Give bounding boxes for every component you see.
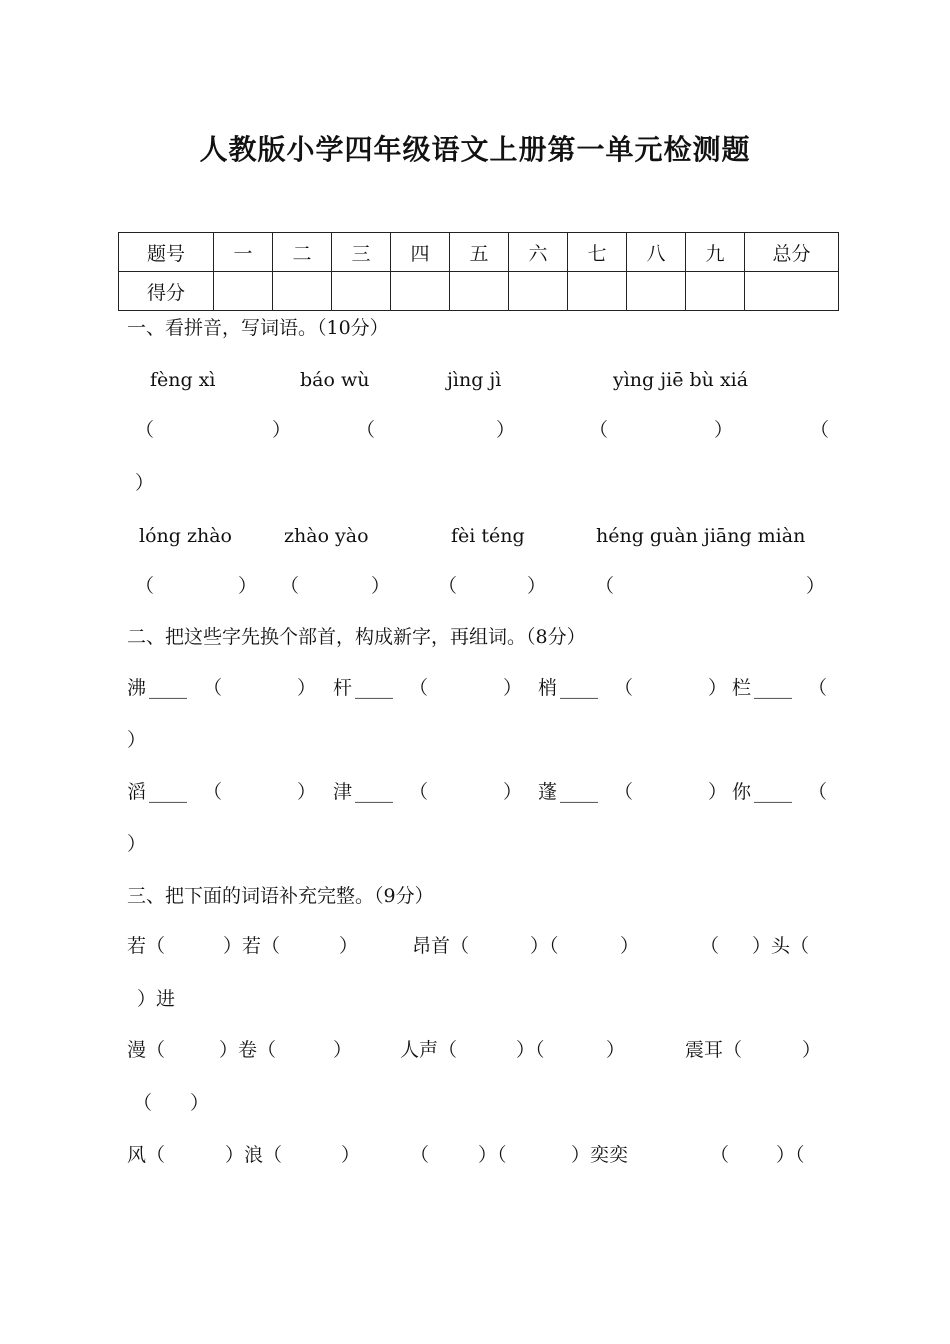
score-input-cell[interactable] bbox=[627, 272, 686, 311]
score-input-cell[interactable] bbox=[391, 272, 450, 311]
score-cell: 五 bbox=[450, 233, 509, 272]
score-input-cell[interactable] bbox=[450, 272, 509, 311]
score-input-cell[interactable] bbox=[568, 272, 627, 311]
answer-paren: ） bbox=[503, 781, 523, 803]
idiom-fragment: ） bbox=[802, 1039, 822, 1061]
answer-paren: ） bbox=[503, 677, 523, 699]
answer-paren: ） bbox=[708, 781, 728, 803]
answer-paren: （ bbox=[409, 677, 429, 699]
pinyin: jìng jì bbox=[447, 369, 502, 391]
answer-paren: ） bbox=[806, 575, 826, 597]
idiom-fragment: ）（ bbox=[478, 1144, 507, 1166]
answer-paren: （ bbox=[808, 677, 828, 699]
answer-paren: （ bbox=[438, 575, 458, 597]
answer-paren: ） bbox=[127, 729, 147, 751]
blank-line[interactable]: ____ bbox=[149, 781, 187, 803]
section1-heading: 一、看拼音，写词语。（10分） bbox=[127, 317, 389, 339]
pinyin: zhào yào bbox=[284, 525, 369, 547]
score-table-header-row bbox=[119, 233, 839, 272]
answer-paren: （ bbox=[203, 677, 223, 699]
idiom-fragment: ） bbox=[339, 935, 359, 957]
idiom-fragment: （ bbox=[410, 1144, 430, 1166]
answer-paren: （ bbox=[810, 419, 830, 441]
idiom-fragment: ） bbox=[620, 935, 640, 957]
radical-char: 栏 bbox=[732, 677, 752, 699]
score-cell: 六 bbox=[509, 233, 568, 272]
idiom-fragment: 震耳（ bbox=[685, 1039, 743, 1061]
idiom-fragment: ） bbox=[341, 1144, 361, 1166]
answer-paren: ） bbox=[297, 677, 317, 699]
pinyin: héng guàn jiāng miàn bbox=[596, 525, 806, 547]
radical-char: 杆 bbox=[333, 677, 353, 699]
answer-paren: ） bbox=[272, 419, 292, 441]
answer-paren: ） bbox=[135, 472, 155, 494]
answer-paren: （ bbox=[280, 575, 300, 597]
radical-char: 沸 bbox=[127, 677, 147, 699]
idiom-fragment: ）奕奕 bbox=[571, 1144, 629, 1166]
answer-paren: （ bbox=[203, 781, 223, 803]
blank-line[interactable]: ____ bbox=[754, 677, 792, 699]
answer-paren: ） bbox=[714, 419, 734, 441]
answer-paren: （ bbox=[135, 575, 155, 597]
score-input-cell[interactable] bbox=[214, 272, 273, 311]
blank-line[interactable]: ____ bbox=[355, 781, 393, 803]
idiom-fragment: 风（ bbox=[127, 1144, 166, 1166]
answer-paren: ） bbox=[496, 419, 516, 441]
answer-paren: （ bbox=[356, 419, 376, 441]
pinyin: lóng zhào bbox=[139, 525, 232, 547]
radical-char: 梢 bbox=[538, 677, 558, 699]
idiom-fragment: （ bbox=[710, 1144, 730, 1166]
pinyin: fèi téng bbox=[451, 525, 525, 547]
radical-char: 津 bbox=[333, 781, 353, 803]
score-input-cell[interactable] bbox=[273, 272, 332, 311]
idiom-fragment: ）头（ bbox=[752, 935, 810, 957]
score-cell: 四 bbox=[391, 233, 450, 272]
idiom-fragment: ）浪（ bbox=[225, 1144, 283, 1166]
pinyin: báo wù bbox=[300, 369, 370, 391]
score-input-cell[interactable] bbox=[745, 272, 839, 311]
score-cell: 总分 bbox=[745, 233, 839, 272]
score-cell: 一 bbox=[214, 233, 273, 272]
answer-paren: ） bbox=[371, 575, 391, 597]
idiom-fragment: 昂首（ bbox=[412, 935, 470, 957]
answer-paren: （ bbox=[589, 419, 609, 441]
score-cell: 九 bbox=[686, 233, 745, 272]
score-cell: 七 bbox=[568, 233, 627, 272]
idiom-fragment: ） bbox=[333, 1039, 353, 1061]
score-input-cell[interactable] bbox=[332, 272, 391, 311]
idiom-fragment: ） bbox=[606, 1039, 626, 1061]
blank-line[interactable]: ____ bbox=[754, 781, 792, 803]
score-cell: 二 bbox=[273, 233, 332, 272]
score-input-cell[interactable] bbox=[509, 272, 568, 311]
idiom-fragment: （ bbox=[700, 935, 720, 957]
blank-line[interactable]: ____ bbox=[560, 781, 598, 803]
score-table bbox=[118, 232, 839, 311]
blank-line[interactable]: ____ bbox=[355, 677, 393, 699]
idiom-fragment: （ ） bbox=[133, 1092, 210, 1114]
radical-char: 蓬 bbox=[538, 781, 558, 803]
idiom-fragment: ）（ bbox=[516, 1039, 545, 1061]
idiom-fragment: 漫（ bbox=[127, 1039, 166, 1061]
score-table-score-row bbox=[119, 272, 839, 311]
section2-heading: 二、把这些字先换个部首，构成新字，再组词。（8分） bbox=[127, 626, 586, 648]
radical-char: 你 bbox=[732, 781, 752, 803]
score-cell: 八 bbox=[627, 233, 686, 272]
radical-char: 滔 bbox=[127, 781, 147, 803]
pinyin: fèng xì bbox=[150, 369, 216, 391]
score-cell: 题号 bbox=[119, 233, 214, 272]
idiom-fragment: ）卷（ bbox=[219, 1039, 277, 1061]
answer-paren: ） bbox=[708, 677, 728, 699]
answer-paren: （ bbox=[135, 419, 155, 441]
section3-heading: 三、把下面的词语补充完整。（9分） bbox=[127, 885, 434, 907]
idiom-fragment: ）进 bbox=[137, 988, 176, 1010]
answer-paren: （ bbox=[409, 781, 429, 803]
blank-line[interactable]: ____ bbox=[149, 677, 187, 699]
score-cell: 三 bbox=[332, 233, 391, 272]
idiom-fragment: 若（ bbox=[127, 935, 166, 957]
answer-paren: ） bbox=[127, 833, 147, 855]
idiom-fragment: ）（ bbox=[530, 935, 559, 957]
score-input-cell[interactable] bbox=[686, 272, 745, 311]
answer-paren: （ bbox=[808, 781, 828, 803]
answer-paren: ） bbox=[238, 575, 258, 597]
idiom-fragment: 人声（ bbox=[400, 1039, 458, 1061]
answer-paren: （ bbox=[595, 575, 615, 597]
score-row-label: 得分 bbox=[119, 272, 214, 311]
pinyin: yìng jiē bù xiá bbox=[613, 369, 749, 391]
answer-paren: （ bbox=[614, 781, 634, 803]
answer-paren: ） bbox=[297, 781, 317, 803]
answer-paren: （ bbox=[614, 677, 634, 699]
idiom-fragment: ）（ bbox=[776, 1144, 805, 1166]
idiom-fragment: ）若（ bbox=[223, 935, 281, 957]
page-title: 人教版小学四年级语文上册第一单元检测题 bbox=[199, 133, 751, 166]
answer-paren: ） bbox=[527, 575, 547, 597]
blank-line[interactable]: ____ bbox=[560, 677, 598, 699]
